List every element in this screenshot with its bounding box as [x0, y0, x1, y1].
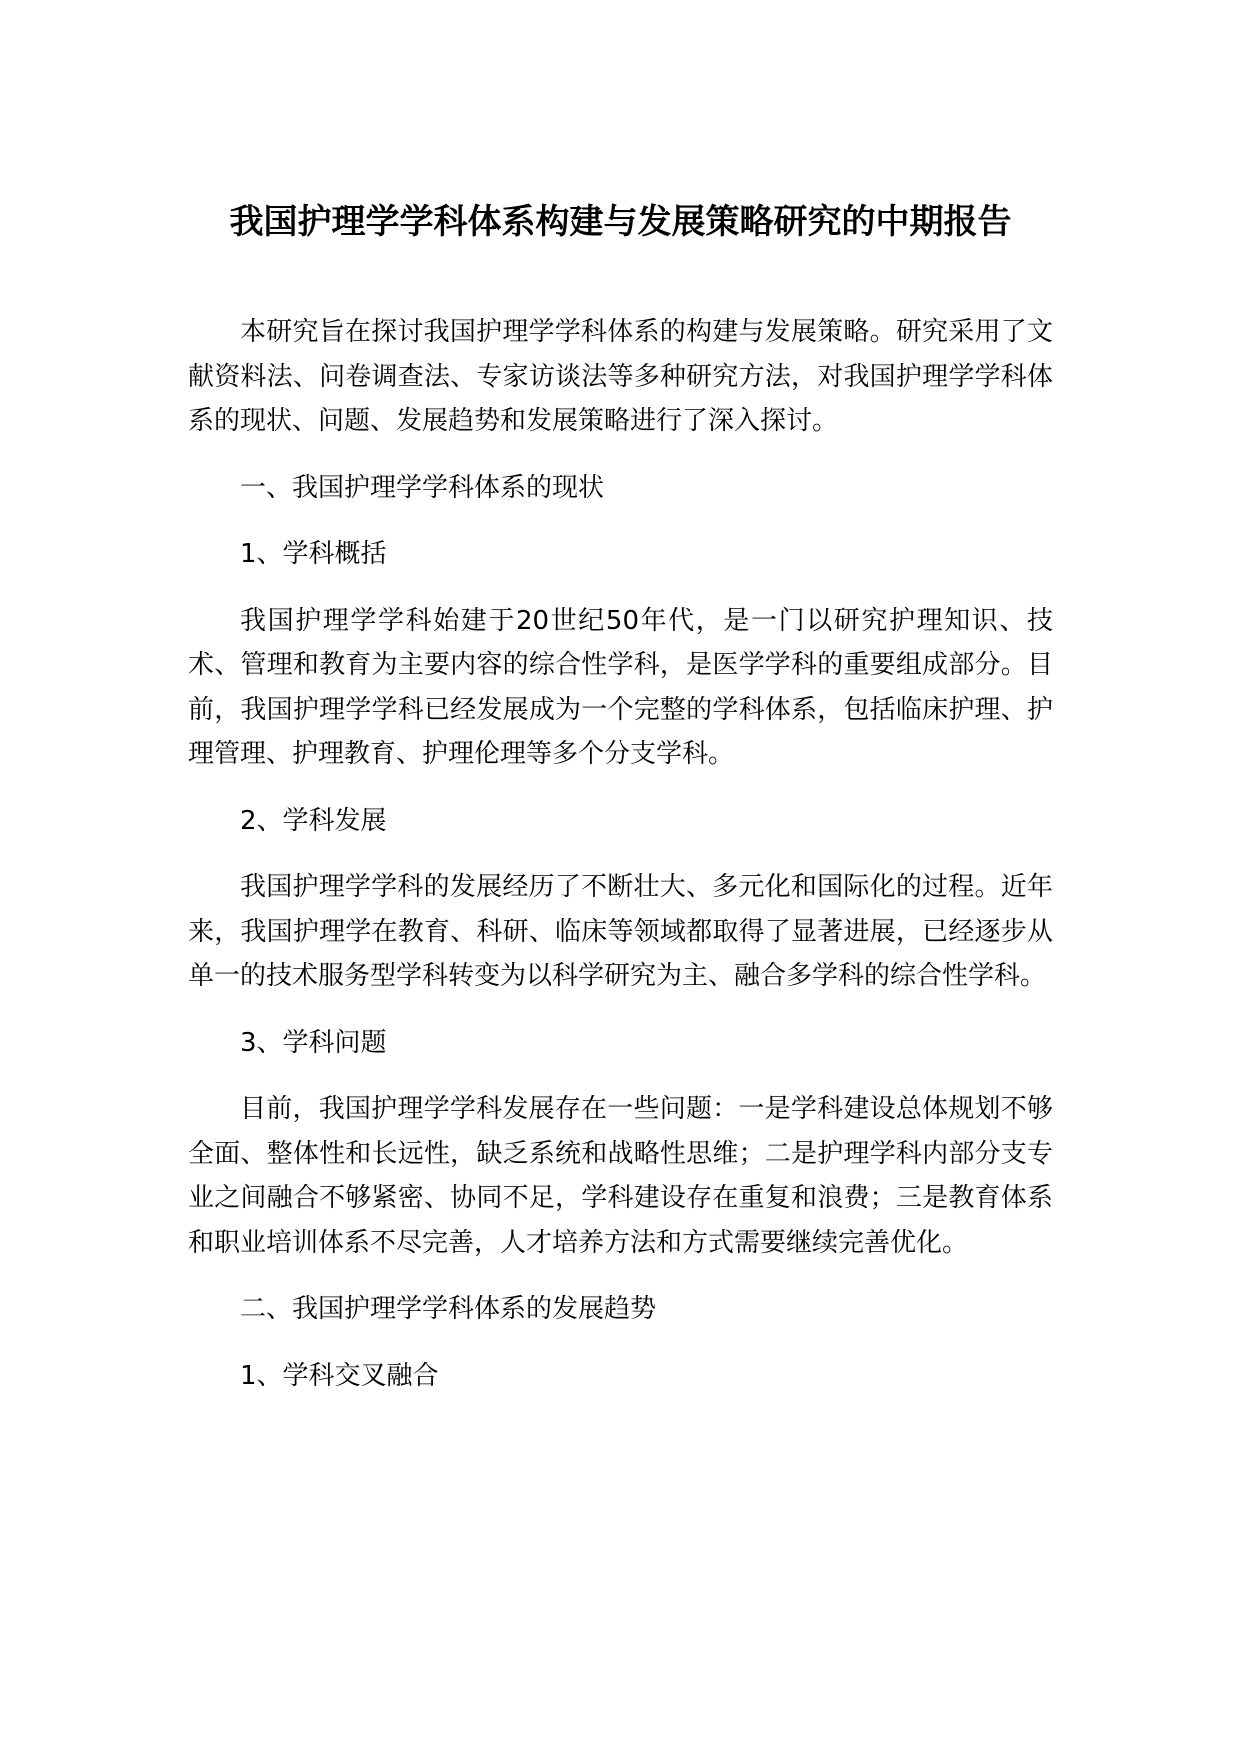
section-1-sub-2-heading: 2、学科发展 [240, 805, 387, 836]
intro-paragraph: 本研究旨在探讨我国护理学学科体系的构建与发展策略。研究采用了文献资料法、问卷调查法、专家访谈法等多种研究方法，对我国护理学学科体系的现状、问题、发展趋势和发展策略进行了深入探讨。 [188, 317, 1053, 436]
section-1-sub-1-paragraph: 我国护理学学科始建于20世纪50年代，是一门以研究护理知识、技术、管理和教育为主要内容的综合性学科，是医学学科的重要组成部分。目前，我国护理学学科已经发展成为一个完整的学科体系，包括临床护理、护理管理、护理教育、护理伦理等多个分支学科。 [188, 605, 1053, 769]
document-body [188, 310, 1053, 1398]
section-2-heading: 二、我国护理学学科体系的发展趋势 [240, 1294, 657, 1324]
section-2-sub-1-heading: 1、学科交叉融合 [240, 1360, 439, 1391]
section-1-sub-3-paragraph: 目前，我国护理学学科发展存在一些问题：一是学科建设总体规划不够全面、整体性和长远性，缺乏系统和战略性思维；二是护理学科内部分支专业之间融合不够紧密、协同不足，学科建设存在重复和浪费；三是教育体系和职业培训体系不尽完善，人才培养方法和方式需要继续完善优化。 [188, 1094, 1053, 1258]
document-title: 我国护理学学科体系构建与发展策略研究的中期报告 [229, 202, 1012, 242]
section-1-sub-2-paragraph: 我国护理学学科的发展经历了不断壮大、多元化和国际化的过程。近年来，我国护理学在教育、科研、临床等领域都取得了显著进展，已经逐步从单一的技术服务型学科转变为以科学研究为主、融合多学科的综合性学科。 [188, 872, 1053, 991]
section-1-sub-1-heading: 1、学科概括 [240, 539, 387, 569]
section-1-heading: 一、我国护理学学科体系的现状 [240, 472, 605, 503]
section-1-sub-3-heading: 3、学科问题 [240, 1027, 387, 1058]
